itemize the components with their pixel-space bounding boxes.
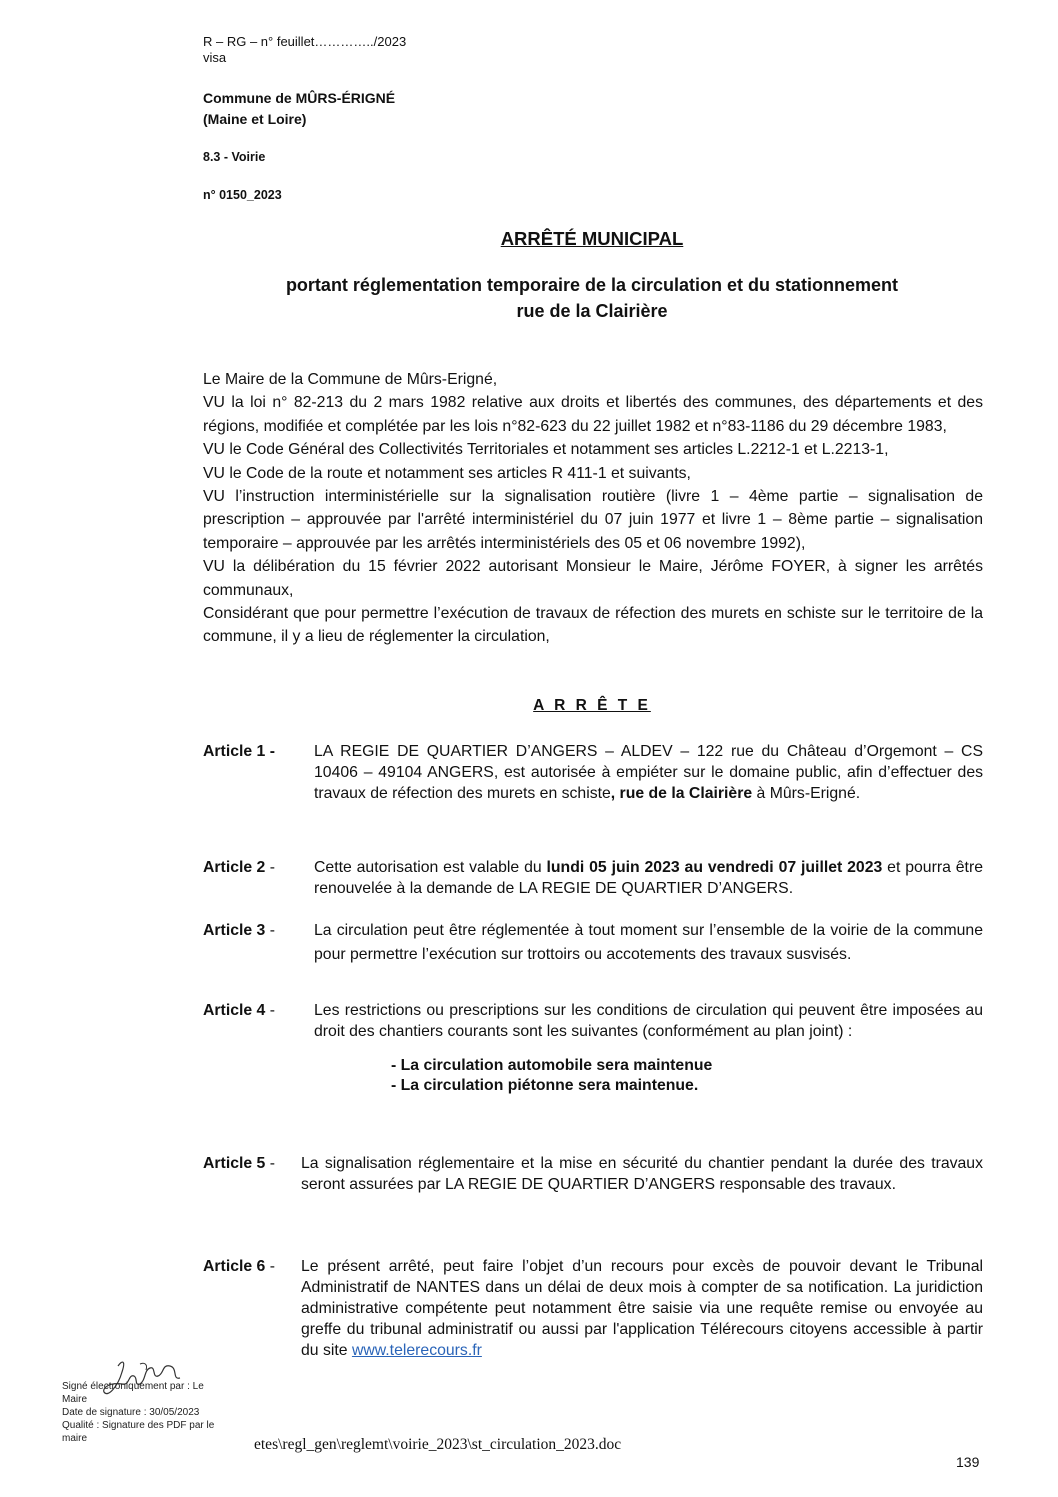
visa-line: visa	[203, 50, 227, 65]
article-6	[203, 1256, 983, 1361]
article-body: La signalisation réglementaire et la mise en sécurité du chantier pendant la durée des travaux seront assurées par LA REGIE DE QUARTIER D’ANGERS responsable des travaux.	[301, 1155, 983, 1193]
commune-name: Commune de MÛRS-ÉRIGNÉ	[203, 90, 396, 106]
article-label-wrap	[203, 1256, 275, 1277]
page-title: ARRÊTÉ MUNICIPAL	[500, 228, 684, 249]
article-dash: -	[269, 922, 275, 939]
preamble-line: VU la délibération du 15 février 2022 autorisant Monsieur le Maire, Jérôme FOYER, à signer les arrêtés communaux,	[203, 558, 983, 599]
signed-by: Signé électroniquement par : Le Maire	[62, 1381, 204, 1405]
article-text: Les restrictions ou prescriptions sur les conditions de circulation qui peuvent être imposées au droit des chantiers courants sont les suivantes (conformément au plan joint) :	[314, 1002, 983, 1040]
article-body: La circulation peut être réglementée à tout moment sur l’ensemble de la voirie de la commune pour permettre l’exécution sur trottoirs ou accotements des travaux susvisés.	[314, 922, 983, 963]
article-text: et pourra être renouvelée à la demande de LA REGIE DE QUARTIER D’ANGERS.	[314, 859, 983, 897]
article-emphasis: lundi 05 juin 2023 au vendredi 07 juillet 2023	[546, 859, 883, 876]
article-text: Le présent arrêté, peut faire l’objet d’un recours pour excès de pouvoir devant le Tribunal Administratif de NANTES dans un délai de deux mois à compter de sa notification. La juridiction administrative compétente peut notamment être saisie via une requête remise ou envoyée au greffe du tribunal administratif ou aussi par l'application Télérecours citoyens accessible à partir du site	[301, 1258, 983, 1359]
article-text: Cette autorisation est valable du	[314, 859, 547, 876]
preamble-line: Le Maire de la Commune de Mûrs-Erigné,	[203, 371, 498, 388]
signature-quality: Qualité : Signature des PDF par le maire	[62, 1420, 215, 1444]
article-label-wrap	[203, 919, 275, 943]
article-2	[203, 857, 983, 899]
category-label: 8.3 - Voirie	[203, 150, 266, 164]
preamble-line: VU l’instruction interministérielle sur la signalisation routière (livre 1 – 4ème partie – signalisation de prescription – approuvée par l'arrêté interministériel du 07 juin 1977 et livre 1 – 8ème partie – signalisation temporaire – approuvée par les arrêtés interministériels des 05 et 06 novembre 1992),	[203, 488, 983, 552]
preamble-line: VU la loi n° 82-213 du 2 mars 1982 relative aux droits et libertés des communes, des départements et des régions, modifiée et complétée par les lois n°82-623 du 22 juillet 1982 et n°83-1186 du 29 décembre 1983,	[203, 394, 983, 435]
list-item: - La circulation automobile sera maintenue	[391, 1057, 713, 1074]
subtitle-line-2: rue de la Clairière	[516, 301, 668, 321]
article-label: Article 1 -	[203, 743, 275, 760]
page-number: 139	[956, 1454, 980, 1470]
article-label-wrap	[203, 1000, 275, 1021]
article-label: Article 5	[203, 1155, 266, 1172]
reference-line: R – RG – n° feuillet…………../2023	[203, 34, 407, 49]
article-dash: -	[269, 1155, 275, 1172]
article-dash: -	[269, 1258, 275, 1275]
article-text: LA REGIE DE QUARTIER D’ANGERS – ALDEV – 122 rue du Château d’Orgemont – CS 10406 – 49104 ANGERS, est autorisée à empiéter sur le domaine public, afin d’effectuer des travaux de réfection des murets en schiste	[314, 743, 983, 802]
article-label: Article 4	[203, 1002, 266, 1019]
article-body	[314, 1000, 983, 1096]
arrete-heading: A R R Ê T E	[533, 697, 651, 714]
document-reference	[203, 34, 406, 66]
subtitle-line-1: portant réglementation temporaire de la circulation et du stationnement	[285, 275, 899, 295]
electronic-signature-block	[62, 1380, 222, 1445]
article-dash: -	[269, 859, 275, 876]
subtitle-block	[0, 272, 1058, 332]
list-item: - La circulation piétonne sera maintenue.	[391, 1077, 699, 1094]
department-name: (Maine et Loire)	[203, 111, 307, 127]
article-label-wrap	[203, 1153, 275, 1174]
article-body	[301, 1256, 983, 1361]
article-1	[203, 741, 983, 804]
article-5	[203, 1153, 983, 1195]
decree-number: n° 0150_2023	[203, 188, 282, 202]
article-label: Article 3	[203, 922, 266, 939]
telerecours-link[interactable]: www.telerecours.fr	[351, 1342, 482, 1359]
article-body	[314, 741, 983, 804]
article-label-wrap	[203, 857, 275, 878]
footer-file-path: etes\regl_gen\reglemt\voirie_2023\st_circulation_2023.doc	[254, 1436, 622, 1453]
article-dash: -	[269, 1002, 275, 1019]
commune-block	[203, 88, 395, 130]
article-label: Article 2	[203, 859, 266, 876]
article-4	[203, 1000, 983, 1096]
preamble-line: VU le Code Général des Collectivités Territoriales et notamment ses articles L.2212-1 et L.2213-1,	[203, 441, 889, 459]
article-3	[203, 919, 983, 967]
preamble-line: Considérant que pour permettre l’exécution de travaux de réfection des murets en schiste sur le territoire de la commune, il y a lieu de réglementer la circulation,	[203, 605, 983, 646]
article-list	[314, 1056, 983, 1096]
article-body	[314, 857, 983, 899]
article-text: à Mûrs-Erigné.	[752, 785, 861, 802]
article-label: Article 6	[203, 1258, 266, 1275]
article-emphasis: , rue de la Clairière	[610, 785, 753, 802]
signature-date: Date de signature : 30/05/2023	[62, 1407, 200, 1418]
preamble	[203, 368, 983, 649]
preamble-line: VU le Code de la route et notamment ses articles R 411-1 et suivants,	[203, 464, 691, 482]
